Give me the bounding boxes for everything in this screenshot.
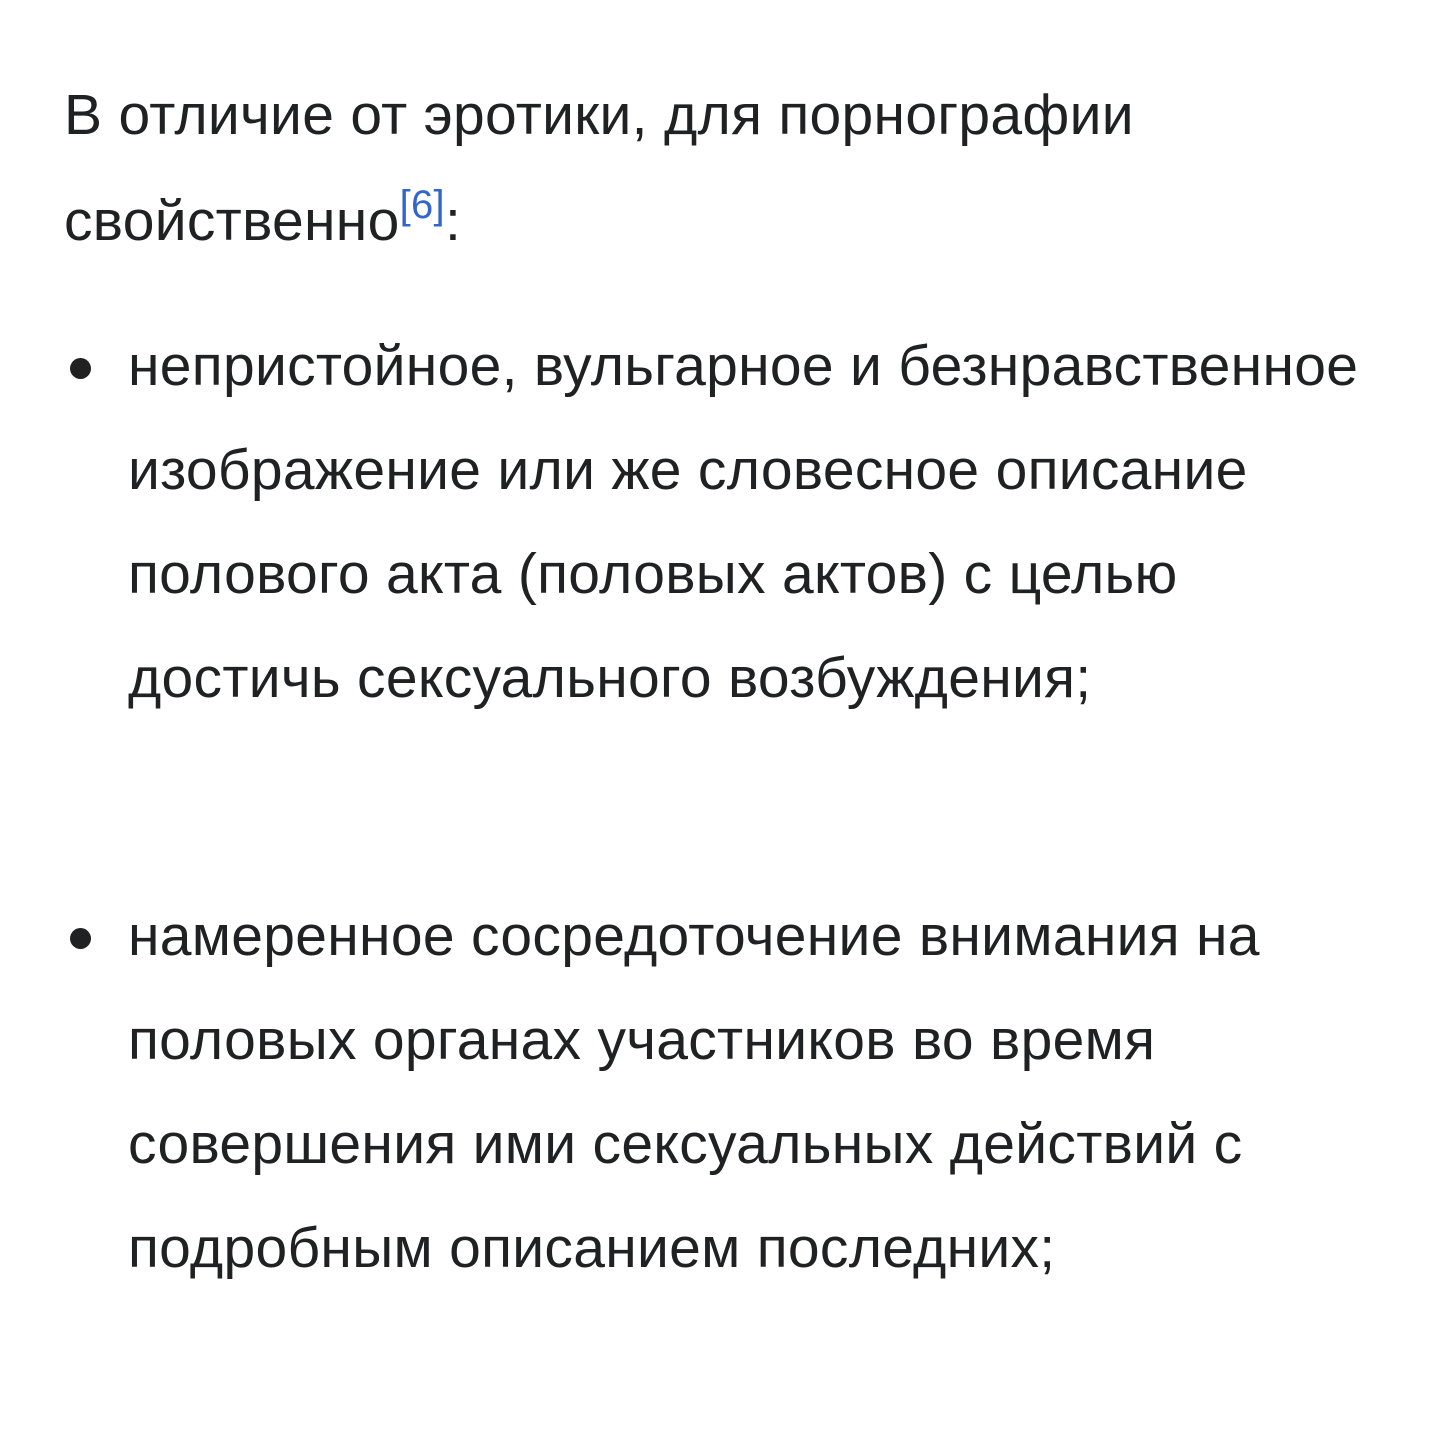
bullet-icon — [70, 358, 91, 379]
citation-link[interactable]: [6] — [399, 183, 445, 227]
intro-suffix: : — [444, 189, 462, 253]
list-item — [128, 884, 1388, 1300]
list-item — [128, 314, 1388, 730]
intro-paragraph — [64, 62, 1394, 274]
bullet-icon — [70, 928, 91, 949]
list-item-text: непристойное, вульгарное и безнравственное изображение или же словесное описание полового акта (половых актов) с целью достичь сексуального возбуждения; — [128, 334, 1359, 710]
list-item-text: намеренное сосредоточение внимания на половых органах участников во время совершения ими сексуальных действий с подробным описанием последних; — [128, 904, 1260, 1280]
intro-text: В отличие от эротики, для порнографии свойственно — [64, 83, 1134, 253]
